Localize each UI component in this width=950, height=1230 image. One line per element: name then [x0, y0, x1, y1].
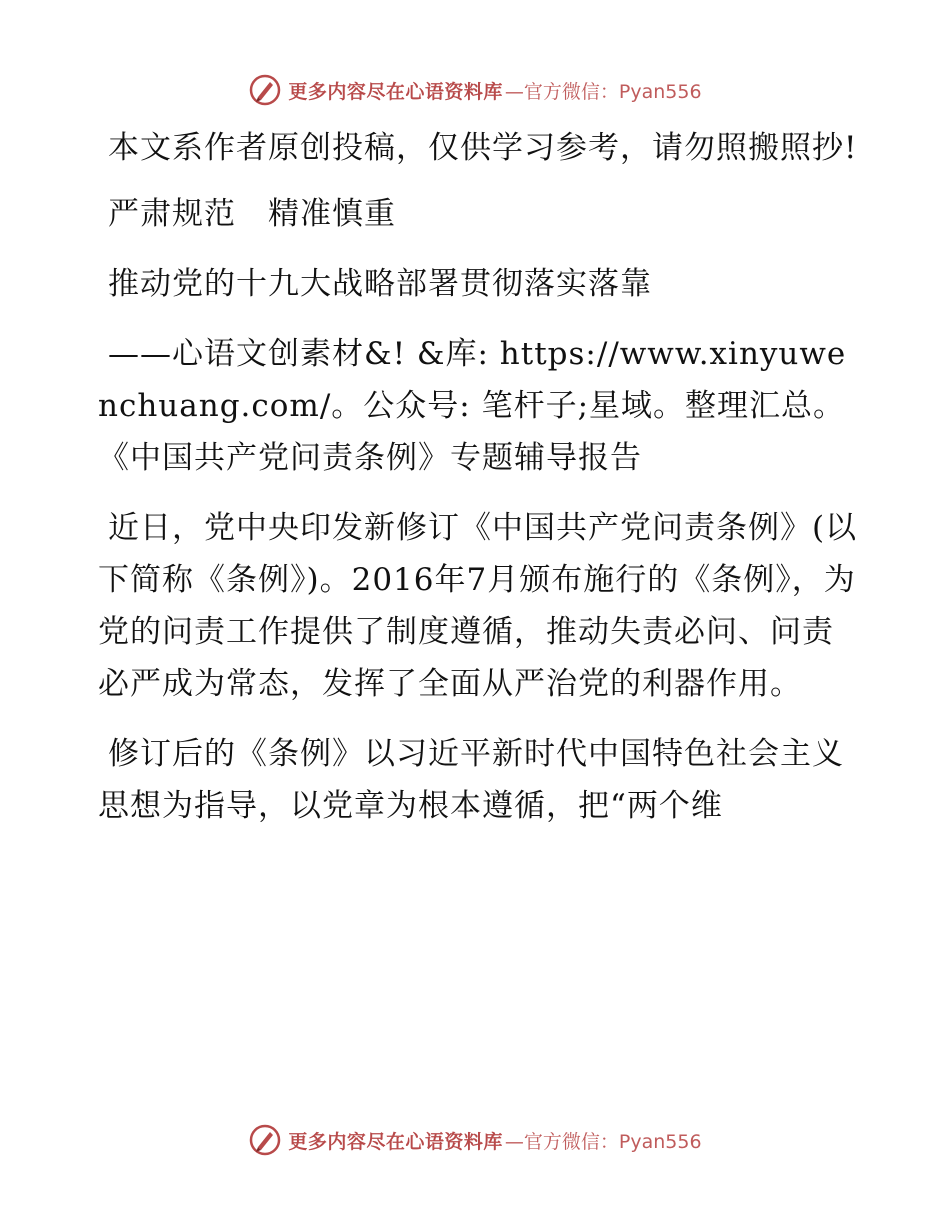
paragraph-heading: 推动党的十九大战略部署贯彻落实落靠 [108, 266, 652, 302]
paragraph-source-title: ——心语文创素材&! &库: https://www.xinyuwenchuang.com/。公众号: 笔杆子;星域。整理汇总。《中国共产党问责条例》专题辅导报告 [98, 336, 847, 476]
footer-watermark [0, 1120, 950, 1160]
watermark-main-text: 更多内容尽在心语资料库 [288, 1130, 503, 1153]
watermark-main-text: 更多内容尽在心语资料库 [288, 80, 503, 103]
paragraph-disclaimer: 本文系作者原创投稿，仅供学习参考，请勿照搬照抄! [108, 130, 858, 166]
paragraph-body: 修订后的《条例》以习近平新时代中国特色社会主义思想为指导，以党章为根本遵循，把“两个维 [98, 736, 844, 824]
paragraph-subtitle: 严肃规范 精准慎重 [108, 196, 396, 232]
pen-logo-icon [248, 73, 282, 107]
watermark-suffix-text: —官方微信：Pyan556 [504, 80, 702, 103]
paragraph-intro: 近日，党中央印发新修订《中国共产党问责条例》(以下简称《条例》)。2016年7月颁布施行的《条例》，为党的问责工作提供了制度遵循，推动失责必问、问责必严成为常态，发挥了全面从严治党的利器作用。 [98, 510, 858, 702]
pen-logo-icon [248, 1123, 282, 1157]
document-body [98, 122, 858, 850]
header-watermark [0, 70, 950, 110]
watermark-suffix-text: —官方微信：Pyan556 [504, 1130, 702, 1153]
